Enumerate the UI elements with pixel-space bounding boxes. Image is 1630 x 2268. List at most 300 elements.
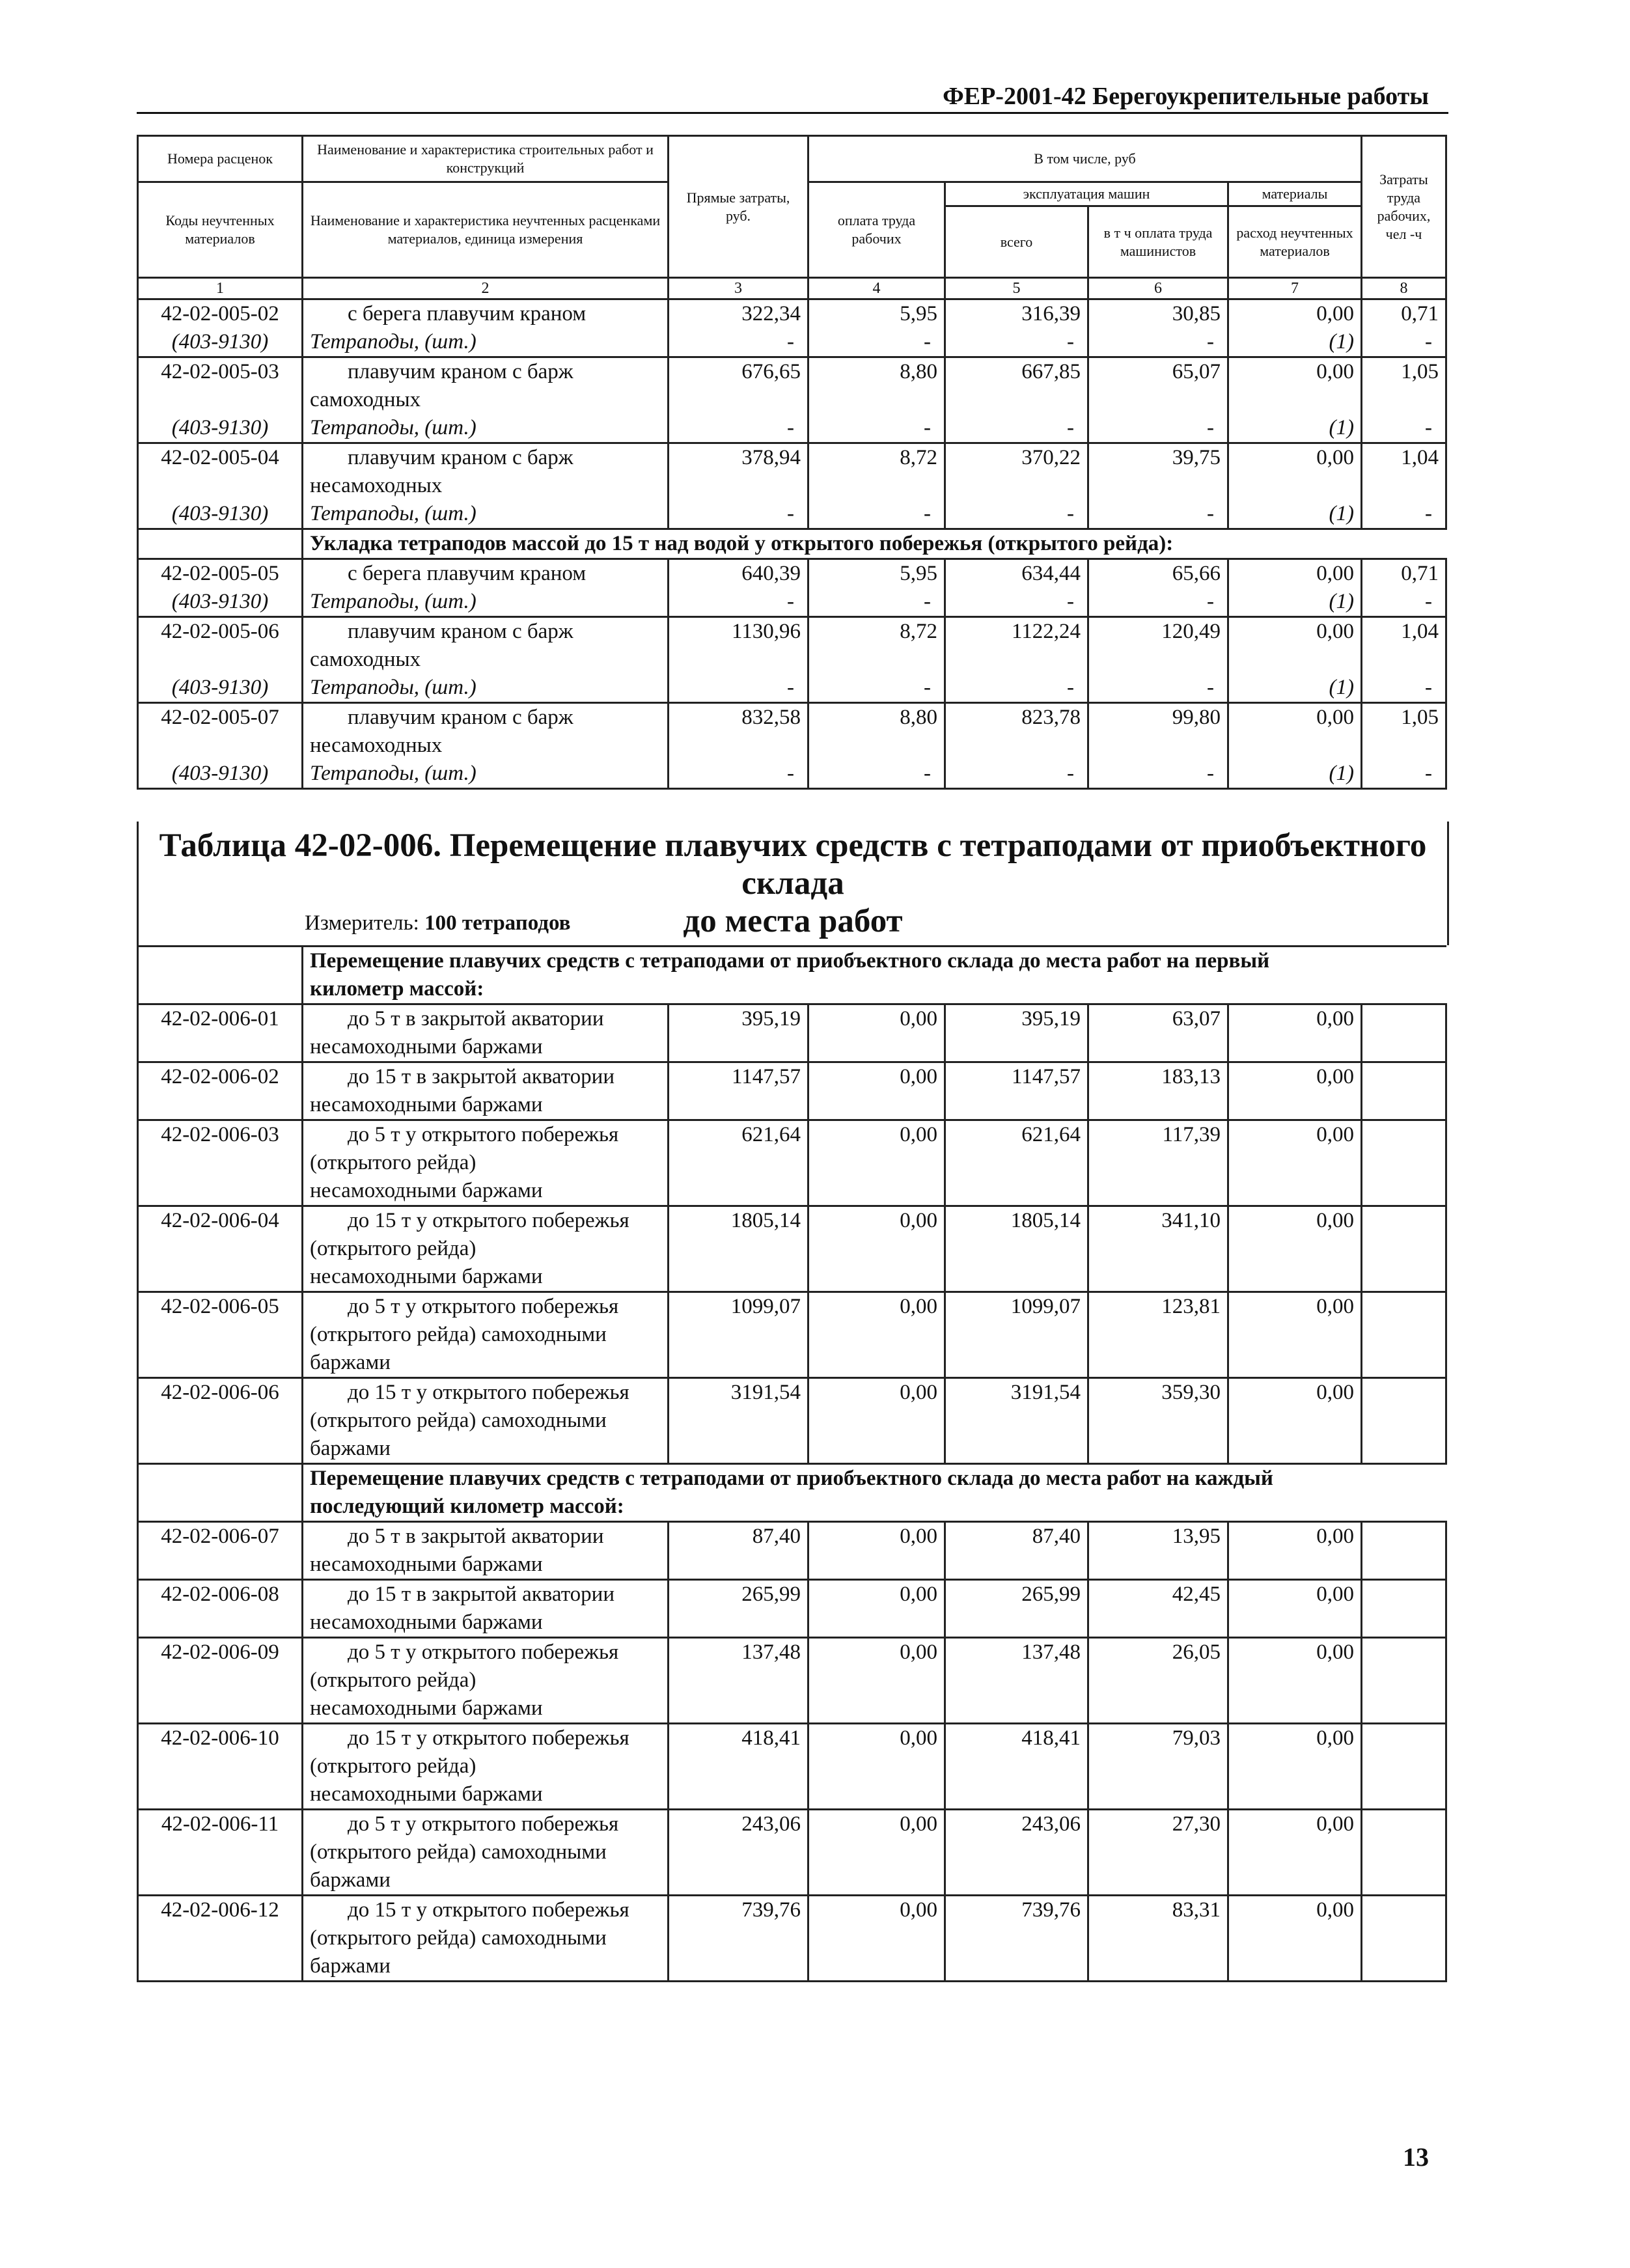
labor-pay: 8,72 [808, 617, 945, 674]
direct-costs: 1099,07 [669, 1292, 808, 1378]
materials: 0,00 [1228, 1004, 1362, 1062]
header-materials: материалы [1228, 182, 1362, 206]
machine-labor-pay: - [1088, 760, 1228, 789]
labor-cost: 1,05 [1362, 357, 1446, 415]
work-name-line: до 15 т в закрытой акватории [348, 1065, 615, 1088]
machine-total: 823,78 [945, 703, 1088, 760]
direct-costs: - [669, 588, 808, 617]
page-header [137, 81, 1448, 114]
direct-costs: 265,99 [669, 1580, 808, 1638]
table-row [138, 617, 1446, 674]
header-codes: Коды неучтенных материалов [138, 182, 303, 278]
material-name: Тетраподы, (шт.) [303, 414, 669, 443]
labor-cost: - [1362, 588, 1446, 617]
labor-pay: - [808, 328, 945, 357]
rate-code: 42-02-006-03 [138, 1120, 303, 1206]
materials: 0,00 [1228, 1062, 1362, 1120]
labor-pay: 8,80 [808, 703, 945, 760]
work-name [303, 1580, 669, 1638]
header-labor-pay: оплата труда рабочих [808, 182, 945, 278]
rate-code: 42-02-006-10 [138, 1724, 303, 1810]
table-row [138, 1120, 1446, 1206]
machine-total: 370,22 [945, 443, 1088, 501]
labor-pay: 8,72 [808, 443, 945, 501]
work-name-line: несамоходными баржами [310, 1265, 543, 1288]
col-num: 2 [303, 278, 669, 299]
machine-total: - [945, 328, 1088, 357]
rate-code: 42-02-006-06 [138, 1378, 303, 1464]
machine-total: 634,44 [945, 559, 1088, 588]
column-number-row [138, 278, 1446, 299]
labor-cost: 0,71 [1362, 299, 1446, 329]
machine-labor-pay: 183,13 [1088, 1062, 1228, 1120]
machine-total: 1122,24 [945, 617, 1088, 674]
labor-pay: 0,00 [808, 1638, 945, 1724]
materials: (1) [1228, 328, 1362, 357]
materials: 0,00 [1228, 1206, 1362, 1292]
rate-code: 42-02-006-05 [138, 1292, 303, 1378]
materials: 0,00 [1228, 1638, 1362, 1724]
materials: (1) [1228, 674, 1362, 703]
work-name-line: до 15 т у открытого побережья [348, 1898, 629, 1922]
materials: (1) [1228, 760, 1362, 789]
material-row [138, 674, 1446, 703]
direct-costs: 739,76 [669, 1896, 808, 1982]
machine-labor-pay: 63,07 [1088, 1004, 1228, 1062]
labor-cost: 1,05 [1362, 703, 1446, 760]
work-name-line: до 5 т у открытого побережья [348, 1295, 619, 1318]
direct-costs: 418,41 [669, 1724, 808, 1810]
materials: 0,00 [1228, 443, 1362, 501]
work-name [303, 443, 669, 501]
labor-cost [1362, 1292, 1446, 1378]
header-including: В том числе, руб [808, 136, 1362, 182]
labor-pay: 0,00 [808, 1580, 945, 1638]
table-row [138, 1522, 1446, 1580]
rate-code: 42-02-006-09 [138, 1638, 303, 1724]
machine-total: 1805,14 [945, 1206, 1088, 1292]
machine-total: - [945, 414, 1088, 443]
machine-labor-pay: - [1088, 588, 1228, 617]
machine-total: 667,85 [945, 357, 1088, 415]
machine-labor-pay: - [1088, 500, 1228, 529]
work-name-line: до 5 т у открытого побережья [348, 1123, 619, 1146]
machine-labor-pay: 359,30 [1088, 1378, 1228, 1464]
work-name [303, 1378, 669, 1464]
group-label-line: последующий километр массой: [310, 1495, 624, 1518]
labor-cost: - [1362, 328, 1446, 357]
material-code: (403-9130) [138, 414, 303, 443]
work-name [303, 1292, 669, 1378]
table2-caption [137, 822, 1449, 945]
work-name-line: (открытого рейда) самоходными [310, 1409, 607, 1432]
work-name [303, 1120, 669, 1206]
labor-cost [1362, 1724, 1446, 1810]
labor-pay: - [808, 414, 945, 443]
labor-pay: 5,95 [808, 299, 945, 329]
material-code: (403-9130) [138, 588, 303, 617]
labor-cost: 1,04 [1362, 443, 1446, 501]
work-name-line: баржами [310, 1954, 391, 1978]
machine-labor-pay: 83,31 [1088, 1896, 1228, 1982]
col-num: 3 [669, 278, 808, 299]
table-row [138, 1638, 1446, 1724]
materials: 0,00 [1228, 1580, 1362, 1638]
machine-labor-pay: 117,39 [1088, 1120, 1228, 1206]
machine-total: 621,64 [945, 1120, 1088, 1206]
materials: 0,00 [1228, 1378, 1362, 1464]
work-name-line: плавучим краном с барж [348, 620, 573, 643]
labor-pay: - [808, 674, 945, 703]
work-name-line: несамоходных [310, 474, 443, 497]
labor-cost: - [1362, 674, 1446, 703]
rate-code: 42-02-006-04 [138, 1206, 303, 1292]
machine-labor-pay: 79,03 [1088, 1724, 1228, 1810]
direct-costs: 1805,14 [669, 1206, 808, 1292]
machine-total: 1147,57 [945, 1062, 1088, 1120]
direct-costs: 322,34 [669, 299, 808, 329]
meter-value: 100 тетраподов [424, 911, 571, 935]
labor-pay: - [808, 500, 945, 529]
material-row [138, 414, 1446, 443]
material-row [138, 760, 1446, 789]
work-name-line: (открытого рейда) самоходными [310, 1323, 607, 1346]
material-code: (403-9130) [138, 328, 303, 357]
table1-body [138, 136, 1446, 789]
header-name-top: Наименование и характеристика строительных работ и конструкций [303, 136, 669, 182]
machine-labor-pay: 39,75 [1088, 443, 1228, 501]
direct-costs: 621,64 [669, 1120, 808, 1206]
machine-labor-pay: 27,30 [1088, 1810, 1228, 1896]
rates-table-42-02-005 [137, 135, 1447, 790]
material-code: (403-9130) [138, 760, 303, 789]
labor-pay: 8,80 [808, 357, 945, 415]
col-num: 1 [138, 278, 303, 299]
work-name-line: самоходных [310, 648, 421, 671]
material-code: (403-9130) [138, 674, 303, 703]
labor-cost [1362, 1120, 1446, 1206]
materials: 0,00 [1228, 617, 1362, 674]
direct-costs: - [669, 500, 808, 529]
work-name-line: плавучим краном с барж [348, 446, 573, 469]
machine-labor-pay: 26,05 [1088, 1638, 1228, 1724]
group-label-line: километр массой: [310, 977, 484, 1001]
labor-cost [1362, 1580, 1446, 1638]
materials: 0,00 [1228, 1810, 1362, 1896]
labor-cost [1362, 1896, 1446, 1982]
materials: 0,00 [1228, 1522, 1362, 1580]
header-direct-costs: Прямые затраты, руб. [669, 136, 808, 278]
col-num: 6 [1088, 278, 1228, 299]
machine-total: - [945, 760, 1088, 789]
rates-table-42-02-006 [137, 945, 1447, 1982]
labor-cost [1362, 1004, 1446, 1062]
work-name-line: до 5 т в закрытой акватории [348, 1007, 604, 1030]
work-name [303, 1522, 669, 1580]
work-name-line: до 5 т у открытого побережья [348, 1812, 619, 1836]
machine-total: - [945, 588, 1088, 617]
work-name-line: (открытого рейда) [310, 1754, 477, 1778]
work-name-line: (открытого рейда) [310, 1237, 477, 1260]
machine-labor-pay: 123,81 [1088, 1292, 1228, 1378]
machine-labor-pay: 99,80 [1088, 703, 1228, 760]
rate-code: 42-02-005-04 [138, 443, 303, 501]
work-name [303, 1896, 669, 1982]
table-row [138, 1896, 1446, 1982]
work-name-line: несамоходными баржами [310, 1093, 543, 1116]
rate-code: 42-02-005-03 [138, 357, 303, 415]
labor-cost: 0,71 [1362, 559, 1446, 588]
rate-code: 42-02-006-02 [138, 1062, 303, 1120]
work-name-line: до 5 т в закрытой акватории [348, 1525, 604, 1548]
table-row [138, 1724, 1446, 1810]
work-name-line: (открытого рейда) [310, 1151, 477, 1174]
machine-labor-pay: 341,10 [1088, 1206, 1228, 1292]
machine-total: 1099,07 [945, 1292, 1088, 1378]
machine-labor-pay: 65,66 [1088, 559, 1228, 588]
table-row [138, 703, 1446, 760]
machine-total: 243,06 [945, 1810, 1088, 1896]
work-name [303, 617, 669, 674]
direct-costs: 3191,54 [669, 1378, 808, 1464]
group-label-line: Перемещение плавучих средств с тетраподами от приобъектного склада до места работ на первый [310, 949, 1270, 973]
work-name-line: несамоходными баржами [310, 1035, 543, 1058]
rate-code: 42-02-006-08 [138, 1580, 303, 1638]
labor-pay: 0,00 [808, 1896, 945, 1982]
materials: 0,00 [1228, 1292, 1362, 1378]
work-name-line: (открытого рейда) [310, 1668, 477, 1692]
work-name-line: до 15 т в закрытой акватории [348, 1583, 615, 1606]
material-row [138, 500, 1446, 529]
material-name: Тетраподы, (шт.) [303, 674, 669, 703]
machine-total: - [945, 674, 1088, 703]
machine-total: 739,76 [945, 1896, 1088, 1982]
work-name-line: с берега плавучим краном [348, 562, 587, 585]
work-name-line: с берега плавучим краном [348, 302, 587, 325]
work-name [303, 299, 669, 329]
document-title: ФЕР-2001-42 Берегоукрепительные работы [943, 83, 1429, 110]
header-row-1 [138, 136, 1446, 182]
work-name [303, 1206, 669, 1292]
machine-labor-pay: - [1088, 414, 1228, 443]
col-num: 7 [1228, 278, 1362, 299]
material-row [138, 328, 1446, 357]
table-row [138, 1580, 1446, 1638]
labor-pay: - [808, 588, 945, 617]
direct-costs: - [669, 674, 808, 703]
table-row [138, 1292, 1446, 1378]
table-row [138, 1378, 1446, 1464]
labor-cost [1362, 1638, 1446, 1724]
group-label-line: Укладка тетраподов массой до 15 т над водой у открытого побережья (открытого рейда): [310, 532, 1174, 555]
materials: 0,00 [1228, 1120, 1362, 1206]
direct-costs: - [669, 760, 808, 789]
group-label-line: Перемещение плавучих средств с тетраподами от приобъектного склада до места работ на каждый [310, 1467, 1273, 1490]
work-name-line: несамоходными баржами [310, 1782, 543, 1806]
materials: 0,00 [1228, 1896, 1362, 1982]
labor-pay: 0,00 [808, 1724, 945, 1810]
group-row [138, 947, 1446, 1004]
table-row [138, 1062, 1446, 1120]
material-name: Тетраподы, (шт.) [303, 760, 669, 789]
labor-cost [1362, 1062, 1446, 1120]
machine-total: 395,19 [945, 1004, 1088, 1062]
labor-cost: - [1362, 500, 1446, 529]
material-code: (403-9130) [138, 500, 303, 529]
group-row [138, 1464, 1446, 1522]
rate-code: 42-02-005-06 [138, 617, 303, 674]
header-materials-sub: расход неучтенных материалов [1228, 206, 1362, 278]
work-name [303, 1004, 669, 1062]
labor-pay: 0,00 [808, 1120, 945, 1206]
work-name [303, 559, 669, 588]
page-number: 13 [1403, 2142, 1429, 2172]
direct-costs: 395,19 [669, 1004, 808, 1062]
materials: (1) [1228, 588, 1362, 617]
direct-costs: 378,94 [669, 443, 808, 501]
rate-code: 42-02-005-02 [138, 299, 303, 329]
header-machine-incl: в т ч оплата труда машинистов [1088, 206, 1228, 278]
table2-title-line-1: Таблица 42-02-006. Перемещение плавучих средств с тетраподами от приобъектного склада [159, 827, 1427, 902]
labor-cost [1362, 1522, 1446, 1580]
direct-costs: 1130,96 [669, 617, 808, 674]
labor-pay: 0,00 [808, 1292, 945, 1378]
materials: 0,00 [1228, 299, 1362, 329]
table-row [138, 1004, 1446, 1062]
work-name-line: самоходных [310, 388, 421, 411]
machine-total: 265,99 [945, 1580, 1088, 1638]
header-labor-cost: Затраты труда рабочих, чел -ч [1362, 136, 1446, 278]
materials: (1) [1228, 500, 1362, 529]
labor-cost [1362, 1206, 1446, 1292]
work-name-line: до 15 т у открытого побережья [348, 1381, 629, 1404]
col-num: 8 [1362, 278, 1446, 299]
work-name-line: несамоходными баржами [310, 1179, 543, 1202]
material-name: Тетраподы, (шт.) [303, 500, 669, 529]
machine-total: 3191,54 [945, 1378, 1088, 1464]
materials: (1) [1228, 414, 1362, 443]
work-name [303, 357, 669, 415]
labor-cost: 1,04 [1362, 617, 1446, 674]
labor-cost [1362, 1378, 1446, 1464]
machine-labor-pay: 120,49 [1088, 617, 1228, 674]
machine-labor-pay: - [1088, 674, 1228, 703]
labor-cost: - [1362, 760, 1446, 789]
group-label [303, 1464, 1446, 1522]
machine-labor-pay: - [1088, 328, 1228, 357]
machine-labor-pay: 13,95 [1088, 1522, 1228, 1580]
labor-pay: 0,00 [808, 1522, 945, 1580]
labor-pay: 0,00 [808, 1062, 945, 1120]
machine-labor-pay: 65,07 [1088, 357, 1228, 415]
header-rate-numbers: Номера расценок [138, 136, 303, 182]
work-name-line: несамоходными баржами [310, 1611, 543, 1634]
rate-code: 42-02-006-11 [138, 1810, 303, 1896]
work-name-line: несамоходными баржами [310, 1553, 543, 1576]
work-name [303, 1810, 669, 1896]
group-row [138, 529, 1446, 559]
rate-code: 42-02-006-01 [138, 1004, 303, 1062]
machine-total: 87,40 [945, 1522, 1088, 1580]
work-name [303, 703, 669, 760]
machine-total: 418,41 [945, 1724, 1088, 1810]
labor-pay: 0,00 [808, 1810, 945, 1896]
header-name-bottom: Наименование и характеристика неучтенных расценками материалов, единица измерения [303, 182, 669, 278]
direct-costs: - [669, 328, 808, 357]
header-machine-op: эксплуатация машин [945, 182, 1228, 206]
work-name-line: до 5 т у открытого побережья [348, 1640, 619, 1664]
machine-labor-pay: 30,85 [1088, 299, 1228, 329]
machine-total: - [945, 500, 1088, 529]
labor-pay: 0,00 [808, 1206, 945, 1292]
work-name-line: (открытого рейда) самоходными [310, 1926, 607, 1950]
empty-cell [138, 1464, 303, 1522]
work-name-line: несамоходных [310, 734, 443, 757]
table-row [138, 299, 1446, 329]
work-name [303, 1062, 669, 1120]
labor-pay: 5,95 [808, 559, 945, 588]
work-name-line: плавучим краном с барж [348, 706, 573, 729]
direct-costs: 676,65 [669, 357, 808, 415]
machine-labor-pay: 42,45 [1088, 1580, 1228, 1638]
work-name-line: до 15 т у открытого побережья [348, 1726, 629, 1750]
header-machine-total: всего [945, 206, 1088, 278]
rate-code: 42-02-006-07 [138, 1522, 303, 1580]
work-name-line: баржами [310, 1351, 391, 1374]
table-row [138, 443, 1446, 501]
table-row [138, 559, 1446, 588]
table-row [138, 1810, 1446, 1896]
materials: 0,00 [1228, 1724, 1362, 1810]
materials: 0,00 [1228, 357, 1362, 415]
table2-body [138, 947, 1446, 1982]
direct-costs: 243,06 [669, 1810, 808, 1896]
table2-meter [305, 911, 571, 935]
direct-costs: 1147,57 [669, 1062, 808, 1120]
labor-pay: 0,00 [808, 1004, 945, 1062]
work-name-line: баржами [310, 1437, 391, 1460]
work-name-line: несамоходными баржами [310, 1696, 543, 1720]
material-name: Тетраподы, (шт.) [303, 588, 669, 617]
labor-pay: - [808, 760, 945, 789]
work-name-line: баржами [310, 1868, 391, 1892]
empty-cell [138, 947, 303, 1004]
labor-cost: - [1362, 414, 1446, 443]
table2-title-line-2: до места работ [683, 903, 903, 939]
direct-costs: 832,58 [669, 703, 808, 760]
empty-cell [138, 529, 303, 559]
col-num: 4 [808, 278, 945, 299]
rate-code: 42-02-005-05 [138, 559, 303, 588]
work-name [303, 1724, 669, 1810]
work-name [303, 1638, 669, 1724]
work-name-line: плавучим краном с барж [348, 360, 573, 383]
rate-code: 42-02-005-07 [138, 703, 303, 760]
labor-cost [1362, 1810, 1446, 1896]
direct-costs: - [669, 414, 808, 443]
materials: 0,00 [1228, 559, 1362, 588]
table-row [138, 357, 1446, 415]
direct-costs: 87,40 [669, 1522, 808, 1580]
direct-costs: 137,48 [669, 1638, 808, 1724]
materials: 0,00 [1228, 703, 1362, 760]
work-name-line: (открытого рейда) самоходными [310, 1840, 607, 1864]
rate-code: 42-02-006-12 [138, 1896, 303, 1982]
labor-pay: 0,00 [808, 1378, 945, 1464]
material-name: Тетраподы, (шт.) [303, 328, 669, 357]
group-label [303, 947, 1446, 1004]
direct-costs: 640,39 [669, 559, 808, 588]
